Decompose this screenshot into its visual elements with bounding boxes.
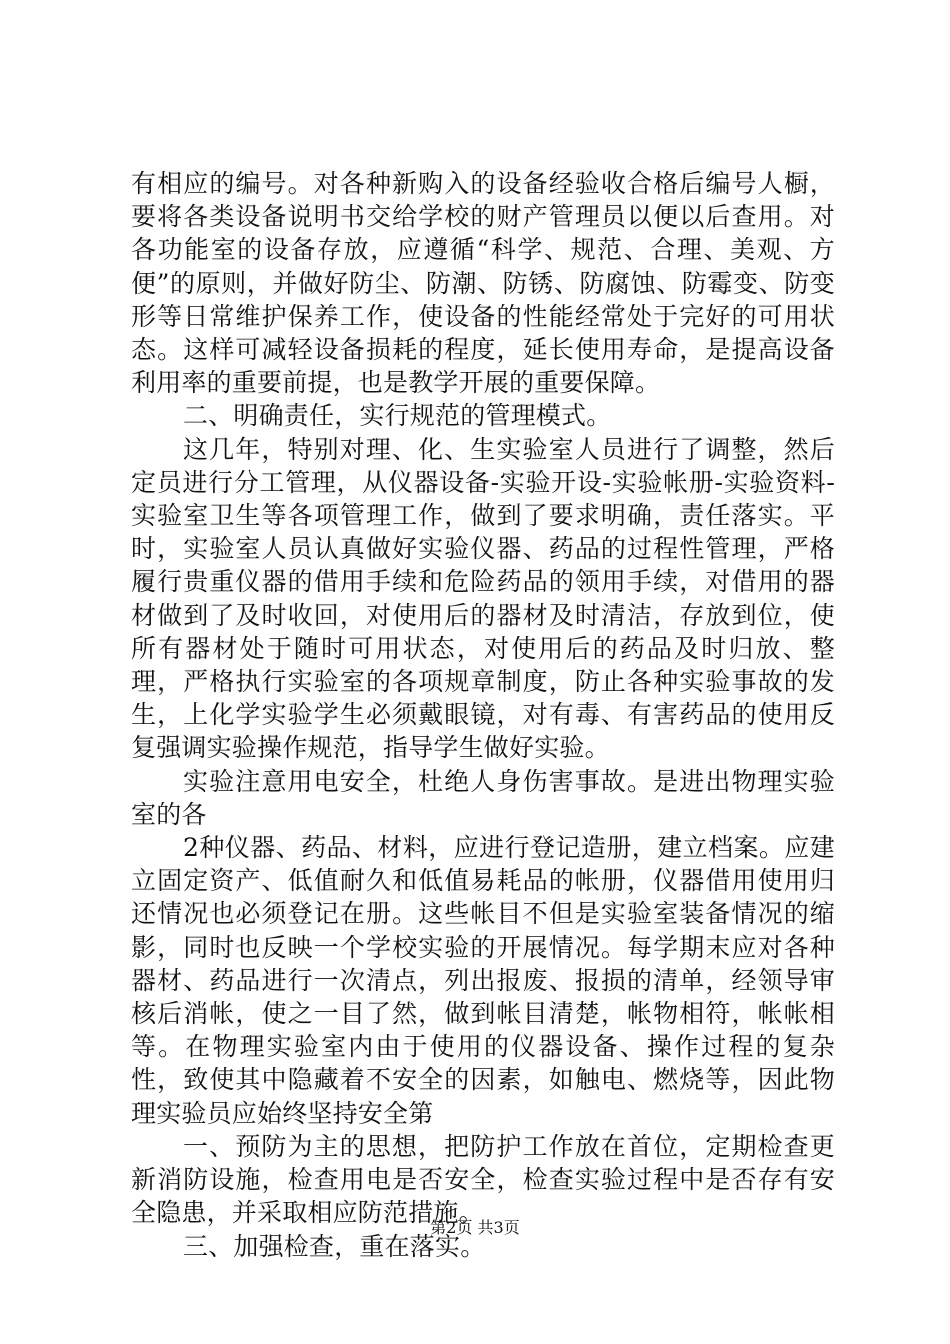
paragraph-electric-safety: 实验注意用电安全，杜绝人身伤害事故。是进出物理实验室的各 [131,766,835,829]
paragraph-lab-staff: 这几年，特别对理、化、生实验室人员进行了调整，然后定员进行分工管理，从仪器设备-实验开设-实验帐册-实验资料-实验室卫生等各项管理工作，做到了要求明确，责任落实。平时，实验室人员认真做好实验仪器、药品的过程性管理，严格履行贵重仪器的借用手续和危险药品的领用手续，对借用的器材做到了及时收回，对使用后的器材及时清洁，存放到位，使所有器材处于随时可用状态，对使用后的药品及时归放、整理，严格执行实验室的各项规章制度，防止各种实验事故的发生，上化学实验学生必须戴眼镜，对有毒、有害药品的使用反复强调实验操作规范，指导学生做好实验。 [131,434,835,763]
section-heading-responsibility: 二、明确责任，实行规范的管理模式。 [183,401,612,431]
paragraph-prevention: 一、预防为主的思想，把防护工作放在首位，定期检查更新消防设施，检查用电是否安全，检查实验过程中是否存有安全隐患，并采取相应防范措施。 [131,1131,835,1228]
paragraph-registration: 2种仪器、药品、材料，应进行登记造册，建立档案。应建立固定资产、低值耐久和低值易耗品的帐册，仪器借用使用归还情况也必须登记在册。这些帐目不但是实验室装备情况的缩影，同时也反映一个学校实验的开展情况。每学期末应对各种器材、药品进行一次清点，列出报废、报损的清单，经领导审核后消帐，使之一目了然，做到帐目清楚，帐物相符，帐帐相等。在物理实验室内由于使用的仪器设备、操作过程的复杂性，致使其中隐藏着不安全的因素，如触电、燃烧等，因此物理实验员应始终坚持安全第 [131,833,835,1128]
paragraph-continuation: 有相应的编号。对各种新购入的设备经验收合格后编号人橱，要将各类设备说明书交给学校的财产管理员以便以后查用。对各功能室的设备存放，应遵循“科学、规范、合理、美观、方便”的原则，并做好防尘、防潮、防锈、防腐蚀、防霉变、防变形等日常维护保养工作，使设备的性能经常处于完好的可用状态。这样可减轻设备损耗的程度，延长使用寿命，是提高设备利用率的重要前提，也是教学开展的重要保障。 [131,169,835,398]
page-footer: 第2页 共3页 [430,1218,520,1237]
document-body [131,167,835,1263]
section-heading-inspection: 三、加强检查，重在落实。 [183,1231,486,1261]
